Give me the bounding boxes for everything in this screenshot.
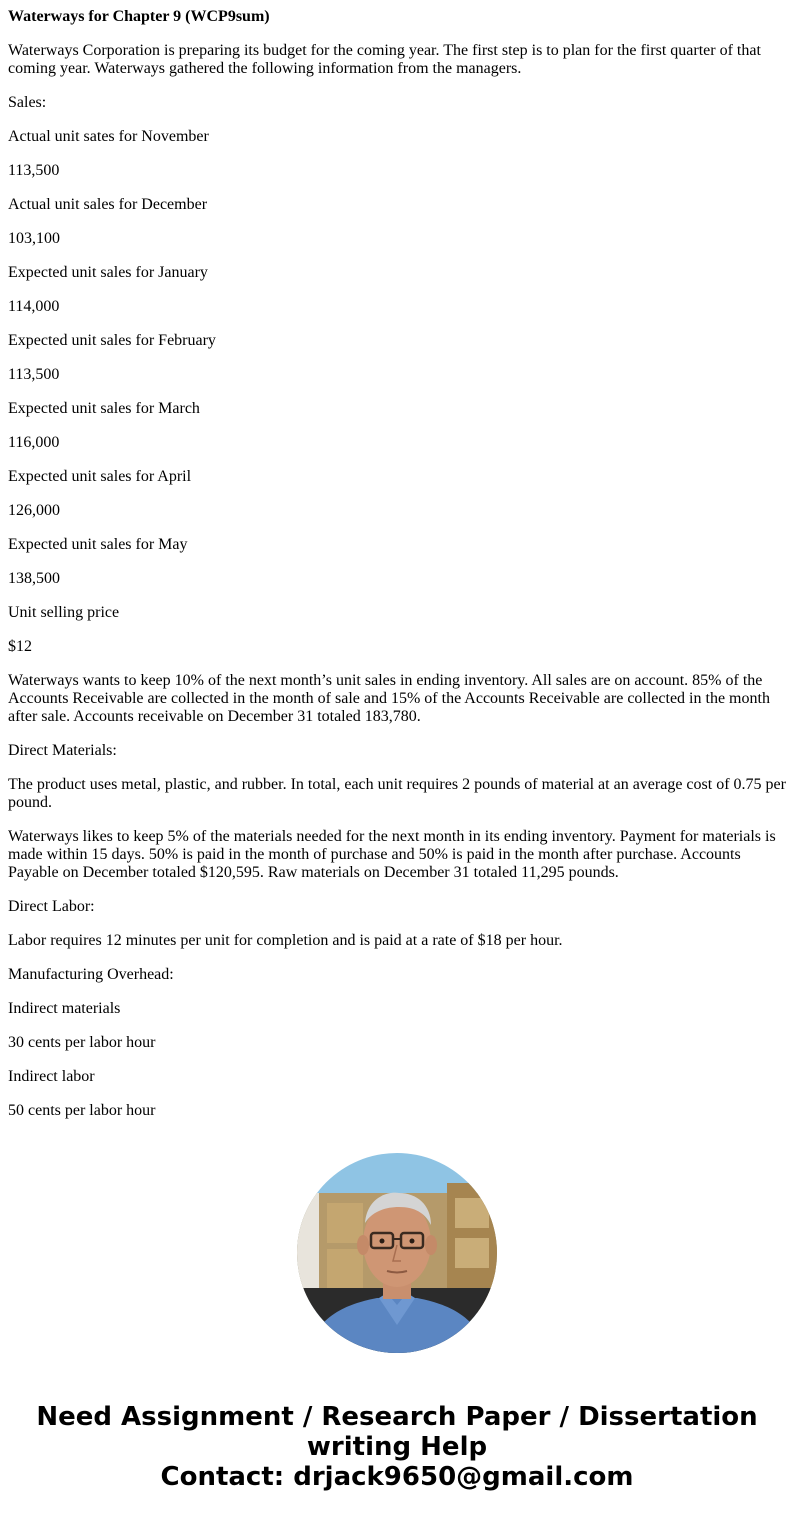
sales-label-april: Expected unit sales for April xyxy=(8,468,192,485)
document-body xyxy=(8,8,786,1136)
sales-label-may: Expected unit sales for May xyxy=(8,536,188,553)
promo-line-2: writing Help xyxy=(306,1432,488,1462)
overhead-value-indirect-materials: 30 cents per labor hour xyxy=(8,1034,156,1051)
unit-price-value: $12 xyxy=(8,638,32,655)
sales-value-december: 103,100 xyxy=(8,230,60,247)
overhead-label-indirect-labor: Indirect labor xyxy=(8,1068,95,1085)
sales-value-november: 113,500 xyxy=(8,162,60,179)
overhead-label-indirect-materials: Indirect materials xyxy=(8,1000,121,1017)
sales-label-december: Actual unit sales for December xyxy=(8,196,208,213)
section-heading-sales: Sales: xyxy=(8,94,47,111)
sales-value-january: 114,000 xyxy=(8,298,60,315)
sales-value-may: 138,500 xyxy=(8,570,60,587)
sales-value-march: 116,000 xyxy=(8,434,60,451)
materials-policy-paragraph: Waterways likes to keep 5% of the materials needed for the next month in its ending inventory. Payment for materials is made within 15 days. 50% is paid in the month of purchase and 50% is paid in the month after purchase. Accounts Payable on December totaled $120,595. Raw materials on December 31 totaled 11,295 pounds. xyxy=(8,828,776,881)
document-title: Waterways for Chapter 9 (WCP9sum) xyxy=(8,8,270,25)
promo-line-1: Need Assignment / Research Paper / Dissertation xyxy=(36,1402,758,1432)
materials-usage-paragraph: The product uses metal, plastic, and rubber. In total, each unit requires 2 pounds of material at an average cost of 0.75 per pound. xyxy=(8,776,786,811)
section-heading-direct-labor: Direct Labor: xyxy=(8,898,95,915)
sales-label-march: Expected unit sales for March xyxy=(8,400,200,417)
promo-contact-line: Contact: drjack9650@gmail.com xyxy=(160,1462,634,1492)
sales-value-february: 113,500 xyxy=(8,366,60,383)
section-heading-overhead: Manufacturing Overhead: xyxy=(8,966,174,983)
sales-label-february: Expected unit sales for February xyxy=(8,332,216,349)
section-heading-direct-materials: Direct Materials: xyxy=(8,742,117,759)
intro-paragraph: Waterways Corporation is preparing its budget for the coming year. The first step is to plan for the first quarter of that coming year. Waterways gathered the following information from the managers. xyxy=(8,42,761,77)
inventory-policy-paragraph: Waterways wants to keep 10% of the next month’s unit sales in ending inventory. All sales are on account. 85% of the Accounts Receivable are collected in the month of sale and 15% of the Accounts Receivable are collected in the month after sale. Accounts receivable on December 31 totaled 183,780. xyxy=(8,672,770,725)
sales-value-april: 126,000 xyxy=(8,502,60,519)
promo-banner xyxy=(0,1402,794,1492)
overhead-value-indirect-labor: 50 cents per labor hour xyxy=(8,1102,156,1119)
sales-label-november: Actual unit sates for November xyxy=(8,128,209,145)
sales-label-january: Expected unit sales for January xyxy=(8,264,208,281)
labor-paragraph: Labor requires 12 minutes per unit for completion and is paid at a rate of $18 per hour. xyxy=(8,932,563,949)
author-photo xyxy=(297,1153,497,1353)
portrait-illustration xyxy=(297,1153,497,1353)
unit-price-label: Unit selling price xyxy=(8,604,120,621)
